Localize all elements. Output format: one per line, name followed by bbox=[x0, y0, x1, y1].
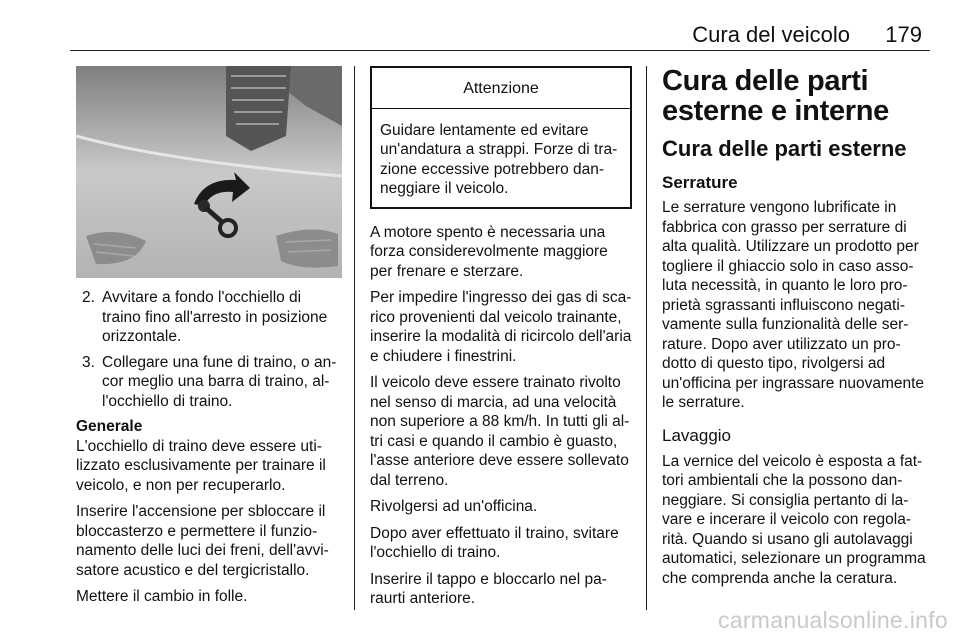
list-item bbox=[76, 353, 342, 412]
column-1 bbox=[76, 66, 342, 614]
paragraph: Per impedire l'ingresso dei gas di scarico provenienti dal veicolo trainante, inserire la modalità di ricircolo dell'aria e chiudere i finestrini. bbox=[370, 289, 632, 365]
header-rule bbox=[70, 50, 930, 51]
warning-title: Attenzione bbox=[372, 68, 630, 109]
column-divider-1 bbox=[354, 66, 355, 610]
watermark: carmanualsonline.info bbox=[717, 607, 948, 633]
generale-text: L'occhiello di traino deve essere utilizzato esclusivamente per trainare il veicolo, e non per recuperarlo. bbox=[76, 437, 326, 494]
serrature-text: Le serrature vengono lubrificate in fabbrica con grasso per serrature di alta qualità. Utilizzare un prodotto per togliere il ghiaccio solo in caso assoluta necessità, in quanto le loro proprietà sgrassanti influiscono negativamente sulla funzionalità delle serrature. Dopo aver utilizzato un prodotto di questo tipo, rivolgersi ad un'officina per ingrassare nuovamente le serrature. bbox=[662, 199, 925, 411]
paragraph: Rivolgersi ad un'officina. bbox=[370, 498, 538, 515]
lavaggio-heading: Lavaggio bbox=[662, 425, 732, 445]
column-divider-2 bbox=[646, 66, 647, 610]
column-2 bbox=[370, 66, 632, 616]
warning-box bbox=[370, 66, 632, 209]
generale-heading: Generale bbox=[76, 418, 143, 435]
paragraph: Il veicolo deve essere trainato rivolto nel senso di marcia, ad una velocità non superiore a 88 km/h. In tutti gli altri casi e quando il cambio è guasto, l'asse anteriore deve essere sollevato dal terreno. bbox=[370, 374, 630, 489]
step-number: 2. bbox=[82, 289, 95, 306]
column-3 bbox=[662, 66, 928, 595]
chapter-heading: Cura delle parti esterne e interne bbox=[662, 65, 889, 127]
serrature-heading: Serrature bbox=[662, 173, 738, 192]
paragraph: Inserire il tappo e bloccarlo nel paraurti anteriore. bbox=[370, 570, 607, 607]
front-bumper-tow-eye-photo bbox=[76, 66, 342, 278]
step-text: Avvitare a fondo l'occhiello di traino fino all'arresto in posizione orizzontale. bbox=[102, 289, 328, 345]
section-title: Cura del veicolo bbox=[692, 22, 850, 47]
page-number: 179 bbox=[885, 22, 922, 47]
list-item bbox=[76, 288, 342, 347]
steps-list bbox=[76, 288, 342, 411]
paragraph: A motore spento è necessaria una forza considerevolmente maggiore per frenare e sterzare. bbox=[370, 223, 608, 280]
lavaggio-text: La vernice del veicolo è esposta a fattori ambientali che la possono danneggiare. Si consiglia pertanto di lavare e incerare il veicolo con regolarità. Quando si usano gli autolavaggi automatici, selezionare un programma che comprenda anche la ceratura. bbox=[662, 452, 926, 587]
step-text: Collegare una fune di traino, o ancor meglio una barra di traino, all'occhiello di traino. bbox=[102, 353, 337, 410]
paragraph: Dopo aver effettuato il traino, svitare l'occhiello di traino. bbox=[370, 524, 619, 561]
warning-text: Guidare lentamente ed evitare un'andatura a strappi. Forze di trazione eccessive potrebbero danneggiare il veicolo. bbox=[380, 121, 618, 197]
page-header bbox=[70, 0, 930, 52]
step-number: 3. bbox=[82, 353, 95, 371]
paragraph: Inserire l'accensione per sbloccare il bloccasterzo e permettere il funzionamento delle luci dei freni, dell'avvisatore acustico e del tergicristallo. bbox=[76, 503, 329, 579]
section-heading: Cura delle parti esterne bbox=[662, 136, 907, 161]
paragraph: Mettere il cambio in folle. bbox=[76, 588, 248, 605]
